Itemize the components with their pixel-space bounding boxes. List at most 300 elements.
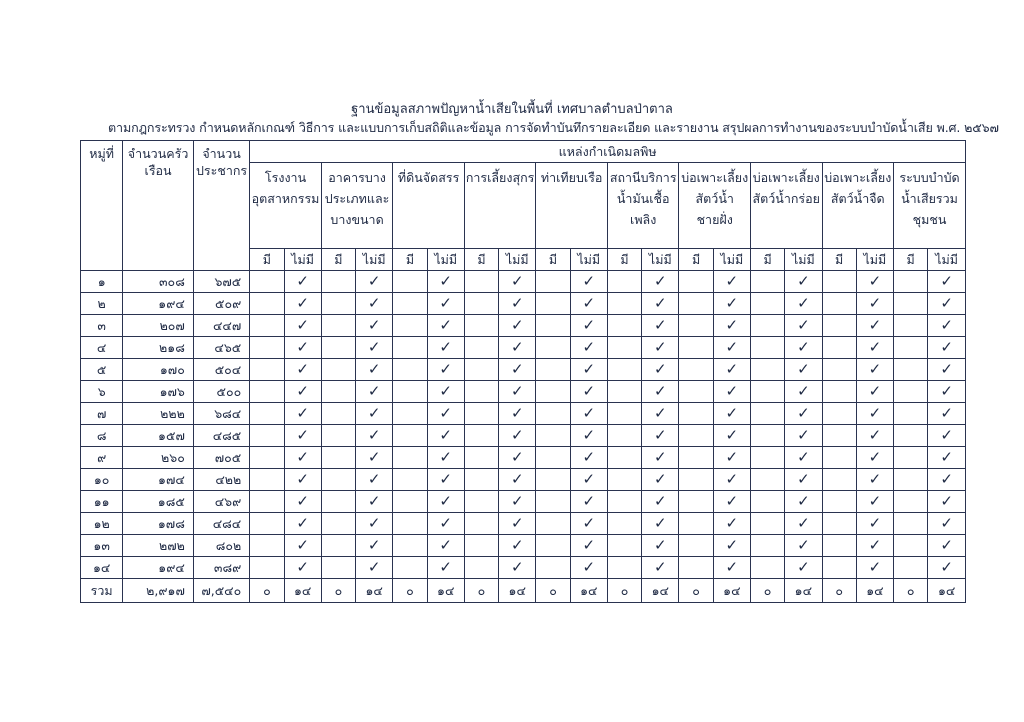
total-has: ๐ — [393, 579, 427, 603]
cell-households: ๒๑๘ — [123, 337, 194, 359]
cell-has — [393, 271, 427, 293]
cell-population: ๗๐๕ — [193, 447, 249, 469]
header-category: บ่อเพาะเลี้ยงสัตว์น้ำชายฝั่ง — [679, 163, 751, 249]
cell-has — [464, 403, 498, 425]
cell-population: ๔๘๕ — [193, 425, 249, 447]
check-mark-icon: ✓ — [713, 491, 750, 513]
total-has-not: ๑๔ — [499, 579, 536, 603]
cell-has — [822, 315, 856, 337]
cell-has — [321, 381, 355, 403]
cell-has — [393, 403, 427, 425]
check-mark-icon: ✓ — [356, 535, 393, 557]
cell-has — [321, 557, 355, 579]
cell-has — [894, 491, 928, 513]
header-has-not: ไม่มี — [785, 249, 822, 271]
cell-households: ๑๕๗ — [123, 425, 194, 447]
check-mark-icon: ✓ — [427, 513, 464, 535]
check-mark-icon: ✓ — [570, 425, 607, 447]
cell-population: ๔๖๕ — [193, 337, 249, 359]
cell-households: ๑๗๘ — [123, 513, 194, 535]
total-label: รวม — [81, 579, 123, 603]
cell-households: ๒๐๗ — [123, 315, 194, 337]
cell-has — [679, 447, 713, 469]
table-row — [81, 337, 966, 359]
check-mark-icon: ✓ — [642, 557, 679, 579]
check-mark-icon: ✓ — [785, 535, 822, 557]
cell-village: ๑๑ — [81, 491, 123, 513]
header-has: มี — [822, 249, 856, 271]
check-mark-icon: ✓ — [427, 491, 464, 513]
check-mark-icon: ✓ — [427, 447, 464, 469]
cell-has — [321, 491, 355, 513]
check-mark-icon: ✓ — [570, 403, 607, 425]
check-mark-icon: ✓ — [856, 315, 893, 337]
cell-has — [321, 293, 355, 315]
cell-has — [750, 469, 784, 491]
total-has-not: ๑๔ — [570, 579, 607, 603]
cell-has — [822, 403, 856, 425]
header-has: มี — [393, 249, 427, 271]
check-mark-icon: ✓ — [928, 447, 966, 469]
header-category: สถานีบริการน้ำมันเชื้อเพลิง — [607, 163, 679, 249]
check-mark-icon: ✓ — [427, 469, 464, 491]
cell-has — [679, 337, 713, 359]
cell-population: ๔๖๙ — [193, 491, 249, 513]
cell-has — [536, 469, 570, 491]
check-mark-icon: ✓ — [928, 513, 966, 535]
cell-has — [464, 491, 498, 513]
cell-village: ๓ — [81, 315, 123, 337]
check-mark-icon: ✓ — [713, 403, 750, 425]
check-mark-icon: ✓ — [713, 469, 750, 491]
check-mark-icon: ✓ — [284, 359, 321, 381]
cell-has — [894, 469, 928, 491]
cell-has — [607, 447, 641, 469]
cell-population: ๔๒๒ — [193, 469, 249, 491]
header-has: มี — [894, 249, 928, 271]
check-mark-icon: ✓ — [713, 513, 750, 535]
header-category: ท่าเทียบเรือ — [536, 163, 608, 249]
total-has-not: ๑๔ — [785, 579, 822, 603]
total-has: ๐ — [822, 579, 856, 603]
header-has-not: ไม่มี — [570, 249, 607, 271]
header-has-not: ไม่มี — [928, 249, 966, 271]
check-mark-icon: ✓ — [785, 557, 822, 579]
cell-households: ๒๗๒ — [123, 535, 194, 557]
check-mark-icon: ✓ — [284, 337, 321, 359]
header-population: จำนวนประชากร — [193, 141, 249, 271]
cell-has — [679, 425, 713, 447]
check-mark-icon: ✓ — [499, 337, 536, 359]
header-category: บ่อเพาะเลี้ยงสัตว์น้ำกร่อย — [750, 163, 822, 249]
cell-has — [607, 491, 641, 513]
header-has-not: ไม่มี — [642, 249, 679, 271]
cell-has — [536, 315, 570, 337]
cell-has — [894, 293, 928, 315]
check-mark-icon: ✓ — [284, 293, 321, 315]
cell-has — [464, 513, 498, 535]
check-mark-icon: ✓ — [570, 337, 607, 359]
cell-population: ๕๐๐ — [193, 381, 249, 403]
header-has-not: ไม่มี — [499, 249, 536, 271]
cell-has — [679, 513, 713, 535]
cell-has — [536, 491, 570, 513]
check-mark-icon: ✓ — [713, 359, 750, 381]
cell-has — [750, 513, 784, 535]
check-mark-icon: ✓ — [785, 425, 822, 447]
cell-population: ๔๔๗ — [193, 315, 249, 337]
header-has: มี — [607, 249, 641, 271]
cell-has — [393, 535, 427, 557]
cell-households: ๑๙๔ — [123, 557, 194, 579]
cell-has — [464, 381, 498, 403]
check-mark-icon: ✓ — [713, 293, 750, 315]
check-mark-icon: ✓ — [427, 403, 464, 425]
check-mark-icon: ✓ — [427, 271, 464, 293]
cell-has — [393, 381, 427, 403]
document-subtitle: ตามกฎกระทรวง กำหนดหลักเกณฑ์ วิธีการ และแบบการเก็บสถิติและข้อมูล การจัดทำบันทึกรายละเอียด และรายงาน สรุปผลการทำงานของระบบบำบัดน้ำเสีย พ.ศ. ๒๕๖๗ — [108, 120, 999, 135]
header-has-not: ไม่มี — [856, 249, 893, 271]
check-mark-icon: ✓ — [642, 491, 679, 513]
check-mark-icon: ✓ — [356, 403, 393, 425]
check-mark-icon: ✓ — [427, 535, 464, 557]
check-mark-icon: ✓ — [785, 359, 822, 381]
header-category: ที่ดินจัดสรร — [393, 163, 465, 249]
total-population: ๗,๕๔๐ — [193, 579, 249, 603]
total-has-not: ๑๔ — [642, 579, 679, 603]
table-row — [81, 447, 966, 469]
cell-has — [679, 359, 713, 381]
cell-has — [822, 425, 856, 447]
cell-has — [321, 469, 355, 491]
cell-population: ๖๘๔ — [193, 403, 249, 425]
check-mark-icon: ✓ — [570, 293, 607, 315]
cell-village: ๑ — [81, 271, 123, 293]
header-category: โรงงานอุตสาหกรรม — [250, 163, 322, 249]
cell-has — [393, 557, 427, 579]
cell-has — [894, 271, 928, 293]
check-mark-icon: ✓ — [928, 425, 966, 447]
check-mark-icon: ✓ — [284, 513, 321, 535]
check-mark-icon: ✓ — [785, 447, 822, 469]
total-has: ๐ — [464, 579, 498, 603]
check-mark-icon: ✓ — [570, 315, 607, 337]
check-mark-icon: ✓ — [856, 425, 893, 447]
cell-has — [750, 557, 784, 579]
cell-has — [536, 271, 570, 293]
check-mark-icon: ✓ — [642, 381, 679, 403]
check-mark-icon: ✓ — [427, 557, 464, 579]
cell-has — [750, 271, 784, 293]
cell-has — [750, 337, 784, 359]
cell-has — [822, 535, 856, 557]
check-mark-icon: ✓ — [356, 315, 393, 337]
total-has: ๐ — [321, 579, 355, 603]
check-mark-icon: ✓ — [785, 513, 822, 535]
cell-has — [536, 513, 570, 535]
cell-has — [607, 535, 641, 557]
check-mark-icon: ✓ — [284, 381, 321, 403]
cell-has — [536, 425, 570, 447]
cell-has — [250, 535, 284, 557]
header-has: มี — [750, 249, 784, 271]
total-has-not: ๑๔ — [427, 579, 464, 603]
check-mark-icon: ✓ — [499, 359, 536, 381]
cell-has — [321, 447, 355, 469]
cell-has — [750, 315, 784, 337]
check-mark-icon: ✓ — [713, 535, 750, 557]
cell-village: ๒ — [81, 293, 123, 315]
check-mark-icon: ✓ — [928, 381, 966, 403]
check-mark-icon: ✓ — [928, 491, 966, 513]
cell-has — [607, 359, 641, 381]
cell-households: ๒๖๐ — [123, 447, 194, 469]
cell-has — [250, 381, 284, 403]
cell-has — [321, 535, 355, 557]
table-row — [81, 535, 966, 557]
cell-has — [536, 447, 570, 469]
cell-has — [393, 469, 427, 491]
check-mark-icon: ✓ — [642, 425, 679, 447]
check-mark-icon: ✓ — [499, 381, 536, 403]
cell-population: ๕๐๙ — [193, 293, 249, 315]
cell-has — [321, 271, 355, 293]
cell-has — [750, 293, 784, 315]
cell-village: ๖ — [81, 381, 123, 403]
check-mark-icon: ✓ — [570, 491, 607, 513]
cell-has — [321, 359, 355, 381]
check-mark-icon: ✓ — [713, 381, 750, 403]
cell-has — [321, 513, 355, 535]
total-has: ๐ — [250, 579, 284, 603]
header-category: อาคารบางประเภทและบางขนาด — [321, 163, 393, 249]
check-mark-icon: ✓ — [785, 271, 822, 293]
cell-has — [250, 271, 284, 293]
cell-has — [393, 315, 427, 337]
check-mark-icon: ✓ — [356, 425, 393, 447]
check-mark-icon: ✓ — [284, 271, 321, 293]
check-mark-icon: ✓ — [570, 513, 607, 535]
check-mark-icon: ✓ — [713, 315, 750, 337]
check-mark-icon: ✓ — [642, 293, 679, 315]
cell-village: ๘ — [81, 425, 123, 447]
check-mark-icon: ✓ — [856, 381, 893, 403]
cell-has — [894, 403, 928, 425]
cell-has — [464, 315, 498, 337]
check-mark-icon: ✓ — [570, 557, 607, 579]
check-mark-icon: ✓ — [928, 535, 966, 557]
total-has-not: ๑๔ — [928, 579, 966, 603]
cell-households: ๑๘๕ — [123, 491, 194, 513]
cell-has — [464, 359, 498, 381]
check-mark-icon: ✓ — [499, 293, 536, 315]
check-mark-icon: ✓ — [856, 535, 893, 557]
check-mark-icon: ✓ — [713, 337, 750, 359]
check-mark-icon: ✓ — [284, 535, 321, 557]
check-mark-icon: ✓ — [713, 271, 750, 293]
check-mark-icon: ✓ — [856, 359, 893, 381]
check-mark-icon: ✓ — [356, 513, 393, 535]
table-row — [81, 359, 966, 381]
cell-households: ๑๙๔ — [123, 293, 194, 315]
cell-has — [679, 271, 713, 293]
check-mark-icon: ✓ — [427, 337, 464, 359]
check-mark-icon: ✓ — [856, 447, 893, 469]
cell-village: ๗ — [81, 403, 123, 425]
check-mark-icon: ✓ — [284, 447, 321, 469]
total-has-not: ๑๔ — [356, 579, 393, 603]
check-mark-icon: ✓ — [427, 381, 464, 403]
cell-village: ๑๔ — [81, 557, 123, 579]
total-has: ๐ — [750, 579, 784, 603]
cell-population: ๕๐๔ — [193, 359, 249, 381]
check-mark-icon: ✓ — [642, 315, 679, 337]
check-mark-icon: ✓ — [499, 557, 536, 579]
cell-households: ๓๐๘ — [123, 271, 194, 293]
cell-has — [393, 337, 427, 359]
cell-has — [822, 469, 856, 491]
cell-has — [536, 359, 570, 381]
table-row — [81, 403, 966, 425]
header-has-not: ไม่มี — [284, 249, 321, 271]
cell-has — [679, 315, 713, 337]
check-mark-icon: ✓ — [427, 293, 464, 315]
cell-has — [750, 381, 784, 403]
check-mark-icon: ✓ — [427, 359, 464, 381]
check-mark-icon: ✓ — [642, 513, 679, 535]
check-mark-icon: ✓ — [499, 403, 536, 425]
check-mark-icon: ✓ — [356, 271, 393, 293]
total-has: ๐ — [894, 579, 928, 603]
table-row — [81, 293, 966, 315]
cell-has — [250, 315, 284, 337]
cell-has — [822, 447, 856, 469]
table-row — [81, 469, 966, 491]
header-has: มี — [536, 249, 570, 271]
cell-has — [536, 557, 570, 579]
check-mark-icon: ✓ — [856, 337, 893, 359]
cell-has — [250, 293, 284, 315]
cell-has — [679, 469, 713, 491]
check-mark-icon: ✓ — [499, 535, 536, 557]
header-has-not: ไม่มี — [427, 249, 464, 271]
check-mark-icon: ✓ — [570, 447, 607, 469]
cell-has — [250, 359, 284, 381]
cell-has — [250, 403, 284, 425]
check-mark-icon: ✓ — [642, 271, 679, 293]
cell-has — [393, 513, 427, 535]
cell-has — [750, 425, 784, 447]
cell-has — [750, 491, 784, 513]
check-mark-icon: ✓ — [785, 403, 822, 425]
check-mark-icon: ✓ — [499, 271, 536, 293]
check-mark-icon: ✓ — [928, 337, 966, 359]
check-mark-icon: ✓ — [928, 293, 966, 315]
cell-has — [250, 557, 284, 579]
cell-has — [607, 403, 641, 425]
header-category: บ่อเพาะเลี้ยงสัตว์น้ำจืด — [822, 163, 894, 249]
cell-households: ๑๗๔ — [123, 469, 194, 491]
check-mark-icon: ✓ — [928, 359, 966, 381]
check-mark-icon: ✓ — [785, 469, 822, 491]
table-row — [81, 557, 966, 579]
check-mark-icon: ✓ — [570, 469, 607, 491]
check-mark-icon: ✓ — [928, 469, 966, 491]
cell-has — [822, 293, 856, 315]
cell-has — [250, 447, 284, 469]
cell-village: ๑๓ — [81, 535, 123, 557]
check-mark-icon: ✓ — [785, 315, 822, 337]
total-has-not: ๑๔ — [713, 579, 750, 603]
check-mark-icon: ✓ — [713, 557, 750, 579]
cell-has — [464, 469, 498, 491]
cell-has — [607, 271, 641, 293]
check-mark-icon: ✓ — [356, 469, 393, 491]
cell-has — [464, 557, 498, 579]
header-has: มี — [250, 249, 284, 271]
check-mark-icon: ✓ — [284, 557, 321, 579]
cell-has — [679, 403, 713, 425]
check-mark-icon: ✓ — [928, 271, 966, 293]
total-has: ๐ — [679, 579, 713, 603]
cell-has — [464, 293, 498, 315]
check-mark-icon: ✓ — [284, 403, 321, 425]
cell-has — [250, 337, 284, 359]
cell-has — [464, 447, 498, 469]
cell-has — [894, 557, 928, 579]
cell-has — [750, 359, 784, 381]
check-mark-icon: ✓ — [856, 403, 893, 425]
check-mark-icon: ✓ — [356, 381, 393, 403]
cell-has — [607, 381, 641, 403]
check-mark-icon: ✓ — [570, 381, 607, 403]
check-mark-icon: ✓ — [856, 557, 893, 579]
cell-has — [607, 293, 641, 315]
check-mark-icon: ✓ — [284, 315, 321, 337]
cell-has — [464, 535, 498, 557]
check-mark-icon: ✓ — [642, 337, 679, 359]
cell-population: ๖๗๕ — [193, 271, 249, 293]
header-has: มี — [679, 249, 713, 271]
check-mark-icon: ✓ — [499, 513, 536, 535]
cell-has — [679, 293, 713, 315]
cell-has — [894, 337, 928, 359]
cell-has — [536, 403, 570, 425]
cell-households: ๒๒๒ — [123, 403, 194, 425]
check-mark-icon: ✓ — [642, 447, 679, 469]
cell-has — [250, 425, 284, 447]
cell-has — [536, 535, 570, 557]
total-has: ๐ — [607, 579, 641, 603]
pollution-source-table — [80, 140, 966, 603]
check-mark-icon: ✓ — [856, 491, 893, 513]
cell-population: ๓๘๙ — [193, 557, 249, 579]
check-mark-icon: ✓ — [856, 469, 893, 491]
cell-has — [250, 513, 284, 535]
cell-village: ๕ — [81, 359, 123, 381]
check-mark-icon: ✓ — [284, 491, 321, 513]
check-mark-icon: ✓ — [570, 359, 607, 381]
cell-has — [321, 403, 355, 425]
header-has: มี — [321, 249, 355, 271]
check-mark-icon: ✓ — [713, 447, 750, 469]
cell-has — [894, 315, 928, 337]
header-has-not: ไม่มี — [356, 249, 393, 271]
cell-has — [321, 425, 355, 447]
check-mark-icon: ✓ — [499, 469, 536, 491]
table-row — [81, 315, 966, 337]
check-mark-icon: ✓ — [713, 425, 750, 447]
